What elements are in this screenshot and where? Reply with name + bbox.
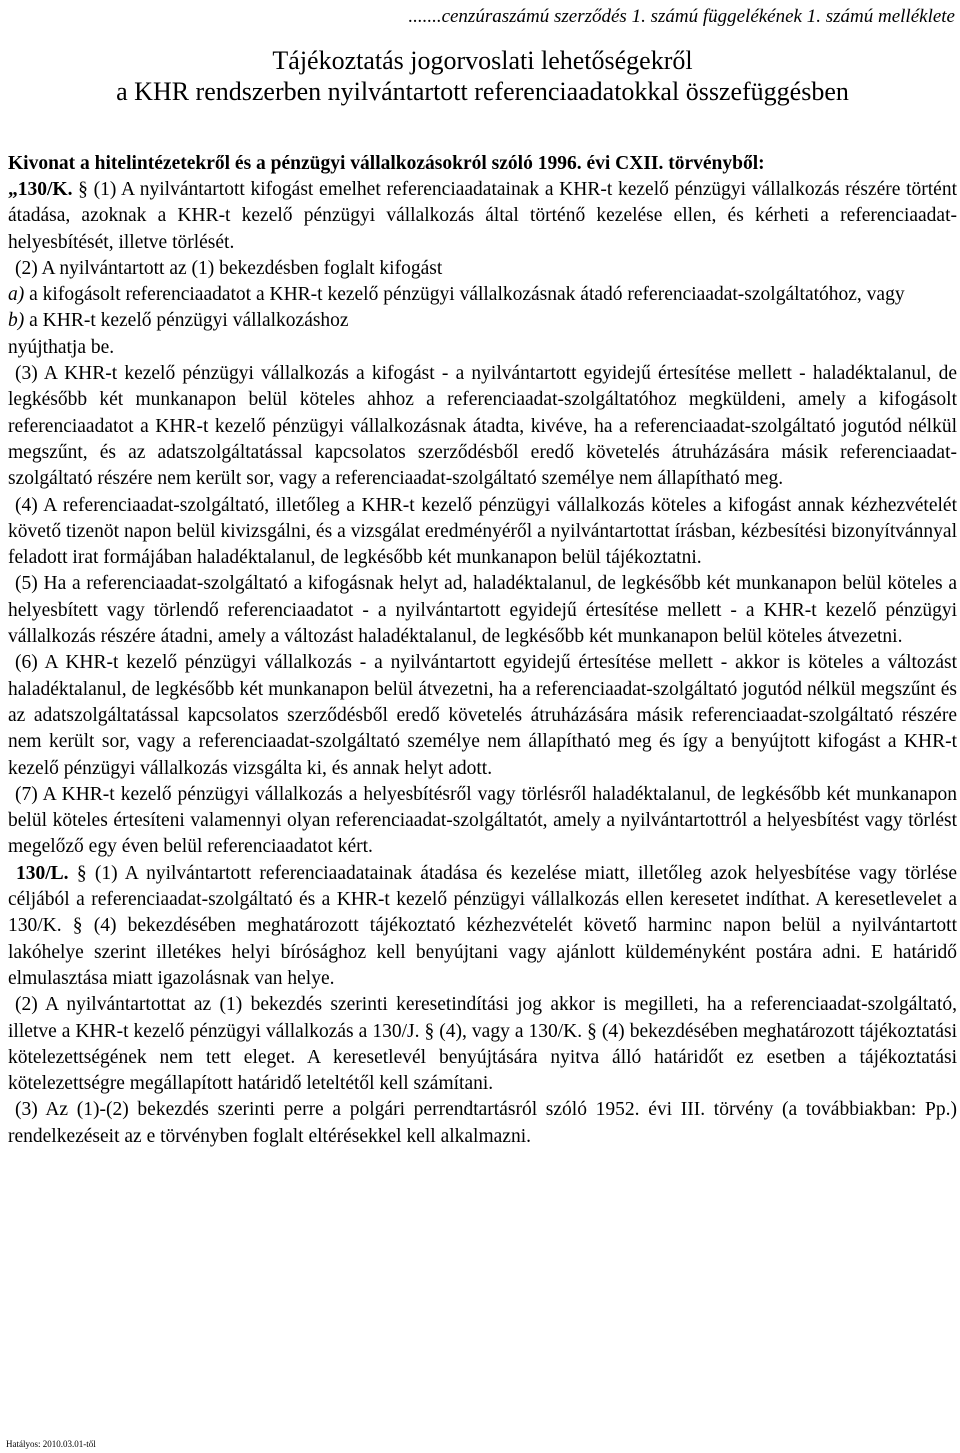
section-130k-item-b (8, 308, 957, 334)
section-130k-item-a (8, 282, 957, 308)
item-a-text: a kifogásolt referenciaadatot a KHR-t kezelő pénzügyi vállalkozásnak átadó referenciaadat-szolgáltatóhoz, vagy (24, 284, 905, 306)
section-130l-paragraph-2: (2) A nyilvántartottat az (1) bekezdés szerinti keresetindítási jog akkor is megilleti, ha a referenciaadat-szolgáltató, illetve a KHR-t kezelő pénzügyi vállalkozás a 130/J. § (4), vagy a 130/K. § (4) bekezdésében meghatározott tájékoztatási kötelezettségének nem tett eleget. A keresetlevél benyújtására nyitva álló határidőt ez esetben a tájékoztatási kötelezettségre megállapított határidő leteltétől kell számítani. (8, 994, 957, 1095)
item-b-text: a KHR-t kezelő pénzügyi vállalkozáshoz (24, 310, 349, 332)
section-130l-p1-text: § (1) A nyilvántartott referenciaadatainak átadása és kezelése miatt, illetőleg azok helyesbítése vagy törlése céljából a referenciaadat-szolgáltató és a KHR-t kezelő pénzügyi vállalkozás ellen keresetet indíthat. A keresetlevelet a 130/K. § (4) bekezdésében meghatározott tájékoztató kézhezvételét követő harminc napon belül a nyilvántartott lakóhelye szerint illetékes helyi bírósághoz kell benyújtani vagy ajánlott küldeményként postára adni. E határidő elmulasztása miatt igazolásnak van helye. (8, 862, 957, 989)
section-130k-paragraph-5: (5) Ha a referenciaadat-szolgáltató a kifogásnak helyt ad, haladéktalanul, de legkésőbb két munkanapon belül köteles a helyesbített vagy törlendő referenciaadatot - a nyilvántartott egyidejű értesítése mellett - a KHR-t kezelő pénzügyi vállalkozás részére átadni, amely a változást haladéktalanul, de legkésőbb két munkanapon belül köteles átvezetni. (8, 573, 957, 648)
item-a-label: a) (8, 284, 25, 306)
section-130k-label: „130/K. (8, 179, 73, 200)
effective-date-footer: Hatályos: 2010.03.01-től (6, 1439, 96, 1449)
section-130k-paragraph-2-end: nyújthatja be. (8, 336, 115, 358)
section-130k-paragraph-4: (4) A referenciaadat-szolgáltató, illetőleg a KHR-t kezelő pénzügyi vállalkozás köteles a kifogást annak kézhezvételét követő tizenöt napon belül kivizsgálni, és a vizsgálat eredményéről a nyilvántartottat írásban, kézbesítési bizonyítvánnyal feladott irat formájában haladéktalanul, de legkésőbb két munkanapon belül tájékoztatni. (8, 494, 957, 569)
section-130l-label: 130/L. (16, 862, 69, 884)
section-130k-paragraph-3: (3) A KHR-t kezelő pénzügyi vállalkozás a kifogást - a nyilvántartott egyidejű értesítése mellett - haladéktalanul, de legkésőbb két munkanapon belül köteles ahhoz a referenciaadat-szolgáltatóhoz megküldeni, amely a kifogásolt referenciaadatot a KHR-t kezelő pénzügyi vállalkozásnak átadta, kivéve, ha a referenciaadat-szolgáltató jogutód nélkül megszűnt, és az adatszolgáltatással kapcsolatos szerződésből eredő követelés átruházására másik referenciaadat-szolgáltató részére nem került sor, vagy a referenciaadat-szolgáltató személye nem állapítható meg. (8, 363, 957, 490)
section-130k-paragraph-1 (8, 177, 957, 256)
law-excerpt-intro: Kivonat a hitelintézetekről és a pénzügyi vállalkozásokról szóló 1996. évi CXII. törvényből: (8, 153, 765, 174)
section-130l-paragraph-1 (8, 861, 957, 992)
section-130k-paragraph-2: (2) A nyilvántartott az (1) bekezdésben foglalt kifogást (15, 257, 443, 279)
item-b-label: b) (8, 310, 25, 332)
section-130l-paragraph-3: (3) Az (1)-(2) bekezdés szerinti perre a polgári perrendtartásról szóló 1952. évi III. törvény (a továbbiakban: Pp.) rendelkezéseit az e törvényben foglalt eltérésekkel kell alkalmazni. (8, 1099, 957, 1147)
document-page (8, 0, 957, 1150)
appendix-reference: .......cenzúraszámú szerződés 1. számú függelékének 1. számú melléklete (408, 6, 955, 27)
section-130k-paragraph-6: (6) A KHR-t kezelő pénzügyi vállalkozás - a nyilvántartott egyidejű értesítése mellett - akkor is köteles a változást haladéktalanul, de legkésőbb két munkanapon belül átvezetni, ha a referenciaadat-szolgáltató jogutód nélkül megszűnt és az adatszolgáltatással kapcsolatos szerződésből eredő követelés átruházására másik referenciaadat-szolgáltató részére nem került sor, vagy a referenciaadat-szolgáltató személye nem állapítható meg és így a benyújtott kifogást a KHR-t kezelő pénzügyi vállalkozás vizsgálta ki, és annak helyt adott. (8, 652, 957, 779)
document-subtitle: a KHR rendszerben nyilvántartott referenciaadatokkal összefüggésben (116, 77, 849, 106)
document-title: Tájékoztatás jogorvoslati lehetőségekről (272, 46, 693, 75)
section-130k-paragraph-7: (7) A KHR-t kezelő pénzügyi vállalkozás a helyesbítésről vagy törlésről haladéktalanul, de legkésőbb két munkanapon belül köteles értesíteni valamennyi olyan referenciaadat-szolgáltatót, amely a nyilvántartottról a helyesbítést vagy törlést megelőző egy éven belül referenciaadatot kért. (8, 783, 957, 858)
section-130k-p1-text: § (1) A nyilvántartott kifogást emelhet referenciaadatainak a KHR-t kezelő pénzügyi vállalkozás részére történt átadása, azoknak a KHR-t kezelő pénzügyi vállalkozás által történő kezelése ellen, és kérheti a referenciaadat-helyesbítését, illetve törlését. (8, 179, 957, 253)
law-text (8, 177, 957, 1150)
